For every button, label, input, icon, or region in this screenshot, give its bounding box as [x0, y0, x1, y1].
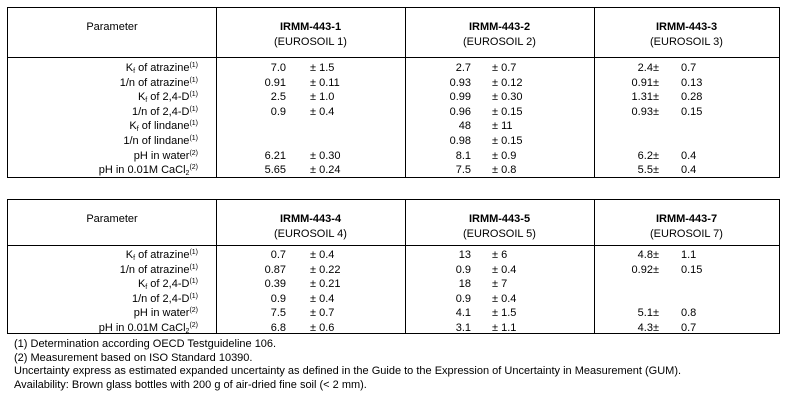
uncertainty-cell: 0.15 — [681, 263, 703, 276]
column-header-2 — [405, 20, 594, 50]
uncertainty-cell: ± 0.7 — [310, 307, 335, 320]
value-cell: 0.99 — [449, 91, 471, 104]
parameter-label: pH in water$^{(2)}$ — [133, 149, 198, 162]
value-cell: 0.9 — [455, 263, 471, 276]
parameter-label: 1/n of atrazine$^{(1)}$ — [119, 76, 198, 89]
uncertainty-cell: ± 1.0 — [310, 91, 335, 104]
table-row — [8, 119, 779, 134]
parameter-label: $K_f$ of atrazine$^{(1)}$ — [125, 62, 198, 75]
parameter-header: Parameter — [86, 21, 138, 33]
value-cell: 0.9 — [270, 105, 286, 118]
uncertainty-cell: ± 0.30 — [492, 91, 523, 104]
column-id: IRMM-443-1 — [279, 21, 342, 33]
parameter-label: $K_f$ of atrazine$^{(1)}$ — [125, 249, 198, 262]
table-row — [8, 163, 779, 178]
value-cell: 7.5 — [270, 307, 286, 320]
uncertainty-cell: ± 7 — [492, 278, 508, 291]
column-header-3 — [594, 20, 779, 50]
column-header-1 — [216, 20, 405, 50]
table-row — [8, 248, 779, 263]
uncertainty-cell: ± 6 — [492, 249, 508, 261]
parameter-label: $K_f$ of lindane$^{(1)}$ — [129, 120, 198, 134]
column-id: IRMM-443-4 — [279, 213, 342, 225]
column-subtitle: (EUROSOIL 5) — [463, 228, 536, 240]
column-header-1 — [216, 212, 405, 242]
value-cell: 18 — [458, 278, 471, 291]
value-cell: 2.5 — [270, 91, 286, 104]
value-cell: 0.92± — [631, 263, 659, 276]
parameter-header: Parameter — [86, 213, 138, 225]
value-cell: 48 — [458, 120, 471, 133]
parameter-label: 1/n of lindane$^{(1)}$ — [123, 134, 198, 147]
uncertainty-cell: ± 0.12 — [492, 76, 523, 89]
value-cell: 4.3± — [637, 321, 659, 334]
value-cell: 2.7 — [455, 62, 471, 74]
column-subtitle: (EUROSOIL 2) — [463, 36, 536, 48]
column-header-3 — [594, 212, 779, 242]
uncertainty-cell: ± 0.22 — [310, 263, 341, 276]
uncertainty-note: Uncertainty express as estimated expanded uncertainty as defined in the Guide to the Expression of Uncertainty in Measurement (GUM). — [14, 365, 682, 377]
uncertainty-cell: ± 0.15 — [492, 105, 523, 118]
column-id: IRMM-443-2 — [468, 21, 531, 33]
table-row — [8, 277, 779, 292]
column-subtitle: (EUROSOIL 3) — [650, 36, 723, 48]
value-cell: 6.2± — [637, 149, 659, 162]
parameter-label: 1/n of atrazine$^{(1)}$ — [119, 263, 198, 276]
table-header — [8, 200, 779, 246]
parameter-label: 1/n of $2,4-D^{(1)}$ — [131, 105, 198, 118]
uncertainty-cell: 0.4 — [681, 149, 697, 162]
uncertainty-cell: ± 11 — [492, 120, 513, 133]
table-row — [8, 61, 779, 76]
uncertainty-cell: 0.15 — [681, 105, 703, 118]
value-cell: 0.91 — [264, 76, 286, 89]
uncertainty-cell: ± 1.5 — [492, 307, 517, 320]
parameter-label: $K_f$ of $2,4-D^{(1)}$ — [137, 91, 198, 105]
value-cell: 0.96 — [449, 105, 471, 118]
table-row — [8, 90, 779, 105]
value-cell: 4.8± — [637, 249, 659, 261]
uncertainty-cell: ± 0.4 — [310, 249, 335, 261]
value-cell: 0.93 — [449, 76, 471, 89]
column-subtitle: (EUROSOIL 1) — [274, 36, 347, 48]
table-header — [8, 8, 779, 58]
column-id: IRMM-443-7 — [655, 213, 718, 225]
uncertainty-cell: ± 0.4 — [492, 292, 517, 305]
value-cell: 7.0 — [270, 62, 286, 74]
value-cell: 0.7 — [270, 249, 286, 261]
footnotes — [14, 338, 681, 392]
value-cell: 7.5 — [455, 164, 471, 177]
footnote-1: (1) Determination according OECD Testguideline 106. — [14, 338, 277, 350]
parameter-label: pH in 0.01M CaCl$_2^{(2)}$ — [98, 321, 198, 335]
uncertainty-cell: ± 1.1 — [492, 321, 517, 334]
uncertainty-cell: 0.7 — [681, 62, 697, 74]
table-row — [8, 134, 779, 149]
uncertainty-cell: 0.13 — [681, 76, 703, 89]
uncertainty-cell: ± 0.4 — [310, 292, 335, 305]
column-subtitle: (EUROSOIL 4) — [274, 228, 347, 240]
uncertainty-cell: ± 0.4 — [310, 105, 335, 118]
table-body — [8, 61, 779, 178]
table-row — [8, 263, 779, 278]
table-body — [8, 248, 779, 336]
value-cell: 5.5± — [637, 164, 659, 177]
uncertainty-cell: ± 0.30 — [310, 149, 341, 162]
value-cell: 13 — [458, 249, 471, 261]
uncertainty-cell: 0.4 — [681, 164, 697, 177]
uncertainty-cell: 0.28 — [681, 91, 703, 104]
value-cell: 3.1 — [455, 321, 471, 334]
uncertainty-cell: 0.8 — [681, 307, 697, 320]
uncertainty-cell: ± 1.5 — [310, 62, 335, 74]
table-row — [8, 76, 779, 91]
parameter-label: 1/n of $2,4-D^{(1)}$ — [131, 292, 198, 305]
parameter-label: $K_f$ of $2,4-D^{(1)}$ — [137, 278, 198, 292]
uncertainty-cell: ± 0.21 — [310, 278, 341, 291]
soil-parameter-table-2 — [7, 199, 780, 334]
soil-parameter-table-1 — [7, 7, 780, 178]
value-cell: 8.1 — [455, 149, 471, 162]
table-row — [8, 306, 779, 321]
value-cell: 0.98 — [449, 134, 471, 147]
uncertainty-cell: 0.7 — [681, 321, 697, 334]
availability-note: Availability: Brown glass bottles with 200 g of air-dried fine soil (< 2 mm). — [14, 378, 367, 391]
column-header-2 — [405, 212, 594, 242]
uncertainty-cell: 1.1 — [681, 249, 697, 261]
value-cell: 5.65 — [264, 164, 286, 177]
value-cell: 0.9 — [455, 292, 471, 305]
uncertainty-cell: ± 0.4 — [492, 263, 517, 276]
value-cell: 0.9 — [270, 292, 286, 305]
table-row — [8, 292, 779, 307]
value-cell: 0.91± — [631, 76, 659, 89]
parameter-label: pH in 0.01M CaCl$_2^{(2)}$ — [98, 164, 198, 178]
value-cell: 4.1 — [455, 307, 471, 320]
table-row — [8, 105, 779, 120]
parameter-label: pH in water$^{(2)}$ — [133, 307, 198, 320]
uncertainty-cell: ± 0.15 — [492, 134, 523, 147]
value-cell: 6.21 — [264, 149, 286, 162]
value-cell: 0.39 — [264, 278, 286, 291]
uncertainty-cell: ± 0.24 — [310, 164, 341, 177]
value-cell: 1.31± — [631, 91, 659, 104]
uncertainty-cell: ± 0.8 — [492, 164, 517, 177]
table-row — [8, 149, 779, 164]
value-cell: 0.87 — [264, 263, 286, 276]
column-subtitle: (EUROSOIL 7) — [650, 228, 723, 240]
column-id: IRMM-443-5 — [468, 213, 531, 225]
uncertainty-cell: ± 0.9 — [492, 149, 517, 162]
column-id: IRMM-443-3 — [655, 21, 718, 33]
value-cell: 0.93± — [631, 105, 659, 118]
value-cell: 5.1± — [637, 307, 659, 320]
value-cell: 2.4± — [637, 62, 659, 74]
uncertainty-cell: ± 0.6 — [310, 321, 335, 334]
value-cell: 6.8 — [270, 321, 286, 334]
uncertainty-cell: ± 0.11 — [310, 76, 340, 89]
table-row — [8, 321, 779, 336]
footnote-2: (2) Measurement based on ISO Standard 10390. — [14, 351, 253, 364]
uncertainty-cell: ± 0.7 — [492, 62, 517, 74]
